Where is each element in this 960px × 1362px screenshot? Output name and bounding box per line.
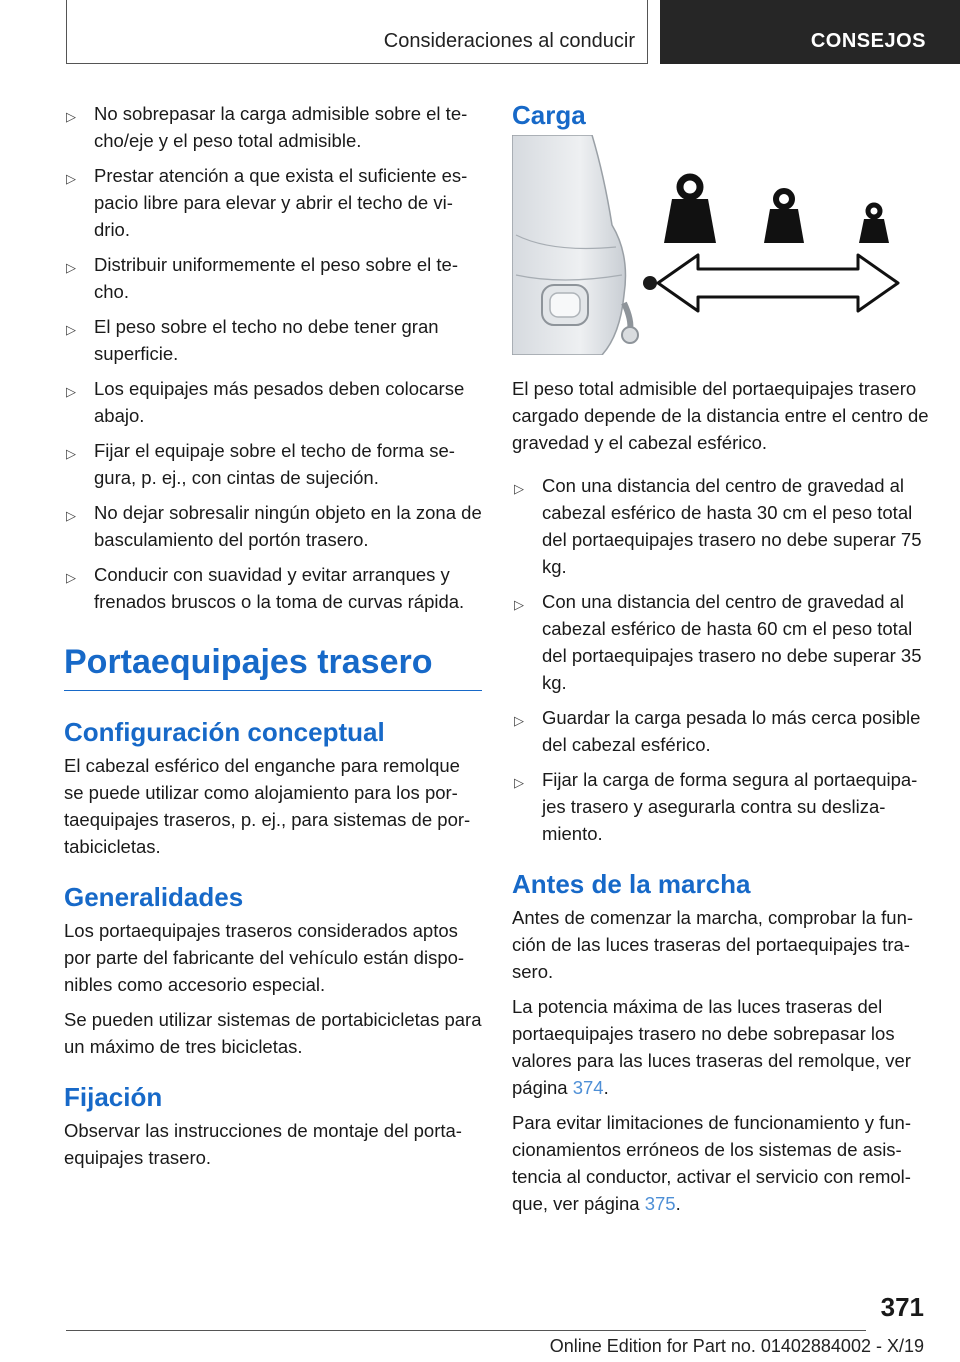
edition-note: Online Edition for Part no. 01402884002 - X/19	[549, 1336, 924, 1356]
triangle-bullet-icon: ▷	[66, 322, 76, 337]
weight-medium-icon	[764, 191, 804, 243]
antes-text-3: Para evitar limitaciones de funcionamiento y fun-cionamientos erróneos de los sistemas de asis-tencia al conductor, activar el servicio con remol-que, ver página 375.	[512, 1112, 911, 1214]
triangle-bullet-icon: ▷	[66, 171, 76, 186]
triangle-bullet-icon: ▷	[514, 713, 524, 728]
footer-divider	[66, 1330, 866, 1331]
header-section-tab	[66, 0, 648, 64]
carga-list	[512, 472, 930, 847]
section-heading: Portaequipajes trasero	[64, 643, 482, 691]
roof-load-list	[64, 100, 482, 615]
triangle-bullet-icon: ▷	[66, 446, 76, 461]
list-item: ▷ Guardar la carga pesada lo más cerca posible del cabezal esférico.	[514, 707, 921, 755]
triangle-bullet-icon: ▷	[66, 570, 76, 585]
list-item: ▷ Fijar la carga de forma segura al portaequipa-jes trasero y asegurarla contra su desliza-miento.	[514, 769, 918, 844]
car-rear-bumper-icon	[512, 135, 626, 355]
right-column	[512, 100, 930, 1225]
tow-ball-icon	[622, 276, 657, 343]
triangle-bullet-icon: ▷	[66, 260, 76, 275]
subheading-configuracion: Configuración conceptual	[64, 717, 385, 747]
triangle-bullet-icon: ▷	[66, 508, 76, 523]
list-item: ▷ Prestar atención a que exista el suficiente es-pacio libre para elevar y abrir el techo de vi-drio.	[66, 165, 468, 240]
page-link-374[interactable]: 374	[572, 1077, 604, 1098]
left-column	[64, 100, 482, 1179]
subheading-carga: Carga	[512, 100, 586, 130]
antes-text-2: La potencia máxima de las luces traseras del portaequipajes trasero no debe sobrepasar los valores para las luces traseras del remolque, ver página 374.	[512, 996, 911, 1098]
page-number: 371	[880, 1292, 924, 1322]
chapter-title: CONSEJOS	[810, 30, 926, 52]
list-item: ▷ Distribuir uniformemente el peso sobre el te-cho.	[66, 254, 458, 302]
list-item: ▷ Con una distancia del centro de gravedad al cabezal esférico de hasta 30 cm el peso total del portaequipajes trasero no debe superar 75 kg.	[514, 475, 922, 577]
distance-arrow-icon	[658, 255, 898, 311]
triangle-bullet-icon: ▷	[514, 775, 524, 790]
list-item: ▷ Con una distancia del centro de gravedad al cabezal esférico de hasta 60 cm el peso total del portaequipajes trasero no debe superar 35 kg.	[514, 591, 922, 693]
load-distance-illustration	[512, 135, 930, 355]
section-title: Consideraciones al conducir	[383, 30, 635, 52]
generalidades-text-2: Se pueden utilizar sistemas de portabicicletas para un máximo de tres bicicletas.	[64, 1009, 482, 1057]
subheading-antes-marcha: Antes de la marcha	[512, 869, 751, 899]
generalidades-text-1: Los portaequipajes traseros considerados aptos por parte del fabricante del vehículo están dispo-nibles como accesorio especial.	[64, 920, 465, 995]
list-item: ▷ Fijar el equipaje sobre el techo de forma se-gura, p. ej., con cintas de sujeción.	[66, 440, 455, 488]
list-item: ▷ No dejar sobresalir ningún objeto en la zona de basculamiento del portón trasero.	[66, 502, 482, 550]
carga-text: El peso total admisible del portaequipajes trasero cargado depende de la distancia entre el centro de gravedad y el cabezal esférico.	[512, 378, 929, 453]
weight-small-icon	[859, 205, 889, 243]
triangle-bullet-icon: ▷	[66, 109, 76, 124]
triangle-bullet-icon: ▷	[66, 384, 76, 399]
configuracion-text: El cabezal esférico del enganche para remolque se puede utilizar como alojamiento para los por-taequipajes traseros, p. ej., para sistemas de por-tabicicletas.	[64, 755, 471, 857]
triangle-bullet-icon: ▷	[514, 597, 524, 612]
triangle-bullet-icon: ▷	[514, 481, 524, 496]
header-chapter-tab	[660, 0, 960, 64]
list-item: ▷ Los equipajes más pesados deben colocarse abajo.	[66, 378, 465, 426]
weight-large-icon	[664, 177, 716, 243]
subheading-generalidades: Generalidades	[64, 882, 244, 912]
list-item: ▷ No sobrepasar la carga admisible sobre el te-cho/eje y el peso total admisible.	[66, 103, 468, 151]
list-item: ▷ El peso sobre el techo no debe tener gran superficie.	[66, 316, 439, 364]
subheading-fijacion: Fijación	[64, 1082, 163, 1112]
list-item: ▷ Conducir con suavidad y evitar arranques y frenados bruscos o la toma de curvas rápida.	[66, 564, 465, 612]
page-link-375[interactable]: 375	[644, 1193, 676, 1214]
fijacion-text: Observar las instrucciones de montaje del porta-equipajes trasero.	[64, 1120, 462, 1168]
antes-text-1: Antes de comenzar la marcha, comprobar la fun-ción de las luces traseras del portaequipajes tra-sero.	[512, 907, 914, 982]
